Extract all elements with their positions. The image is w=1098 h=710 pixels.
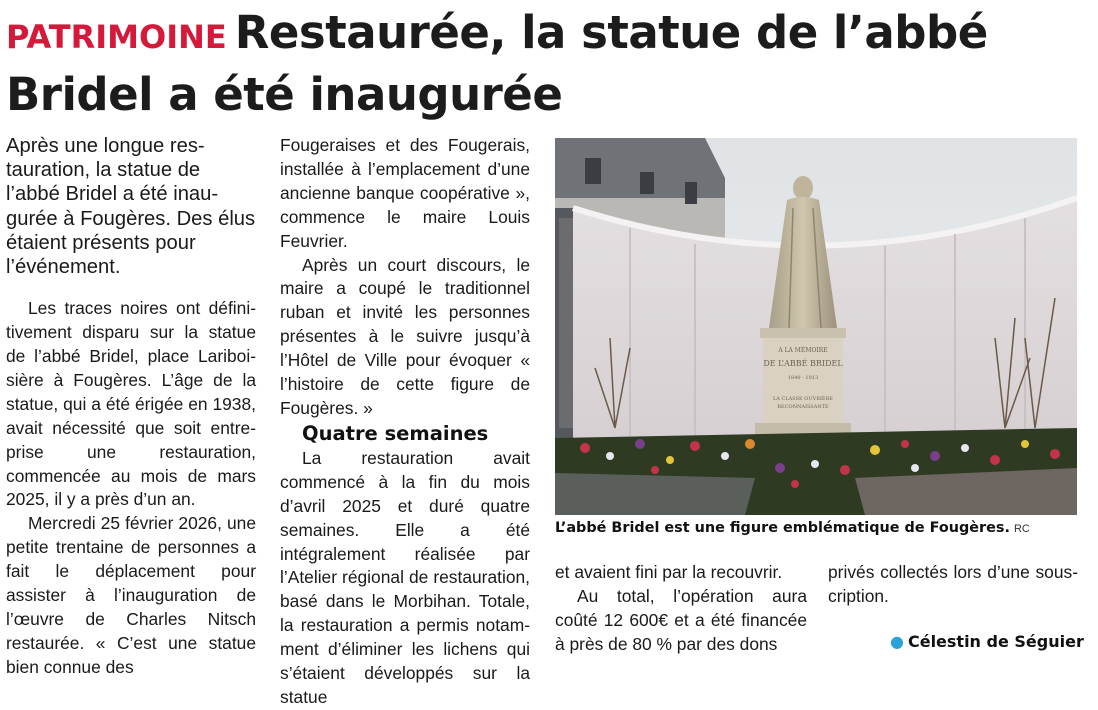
paragraph: Après un court discours, le maire a coupé le traditionnel ruban et invité les personnes présentes à le suivre jusqu’à l’Hôtel de Ville pour évoquer « l’histoire de cette figure de Fougères. » <box>280 254 530 418</box>
bullet-icon: ● <box>890 632 904 651</box>
plaque-line: DE L’ABBÉ BRIDEL <box>763 359 843 368</box>
paragraph: Mercredi 25 février 2026, une petite trentaine de personnes a fait le déplacement pour assister à l’inauguration de l’œuvre de Charles Nitsch restaurée. « C’est une statue bien connue des <box>6 513 256 677</box>
plaque-line: LA CLASSE OUVRIÈRE <box>772 396 834 402</box>
column-4 <box>828 561 1078 609</box>
photo-credit: RC <box>1013 523 1030 535</box>
author-signature <box>890 632 1090 651</box>
statue-photo <box>555 138 1077 515</box>
paragraph: La restauration avait commencé à la fin du mois d’avril 2025 et duré quatre semaines. Elle a été intégralement réalisée par l’Atelier régional de restauration, basé dans le Morbihan. Totale, la restauration a permis notamment d’éliminer les lichens qui s’étaient développés sur la statue <box>280 447 530 707</box>
paragraph: privés collectés lors d’une souscription. <box>828 562 1078 606</box>
paragraph: Fougeraises et des Fougerais, installée à l’emplacement d’une ancienne banque coopérative », commence le maire Louis Feuvrier. <box>280 135 530 251</box>
column-1 <box>6 134 256 680</box>
photo-caption <box>555 520 1095 536</box>
author-name: Célestin de Séguier <box>907 632 1084 651</box>
column-2 <box>280 134 530 710</box>
rubric-label: PATRIMOINE <box>6 18 227 56</box>
plaque-line: A LA MÉMOIRE <box>778 347 828 354</box>
headline <box>6 4 1096 123</box>
paragraph: Les traces noires ont définitivement disparu sur la statue de l’abbé Bridel, place Lariboisière à Fougères. L’âge de la statue, qui a été érigée en 1938, avait nécessité que soit entreprise une restauration, commencée au mois de mars 2025, il y a près d’un an. <box>6 298 256 510</box>
column-3 <box>555 561 807 657</box>
plaque-line: 1840 - 1913 <box>787 375 819 381</box>
paragraph: et avaient fini par la recouvrir. <box>555 562 783 582</box>
subheading: Quatre semaines <box>302 421 489 445</box>
plaque-line: RECONNAISSANTE <box>777 404 829 410</box>
paragraph: Au total, l’opération aura coûté 12 600€ et a été financée à près de 80 % par des dons <box>555 585 807 654</box>
article-title: Restaurée, la statue de l’abbé Bridel a été inaugurée <box>6 6 988 121</box>
lede: Après une longue restauration, la statue de l’abbé Bridel a été inaugurée à Fougères. Des élus étaient présents pour l’événement. <box>6 135 256 279</box>
caption-text: L’abbé Bridel est une figure emblématique de Fougères. <box>555 520 1010 536</box>
